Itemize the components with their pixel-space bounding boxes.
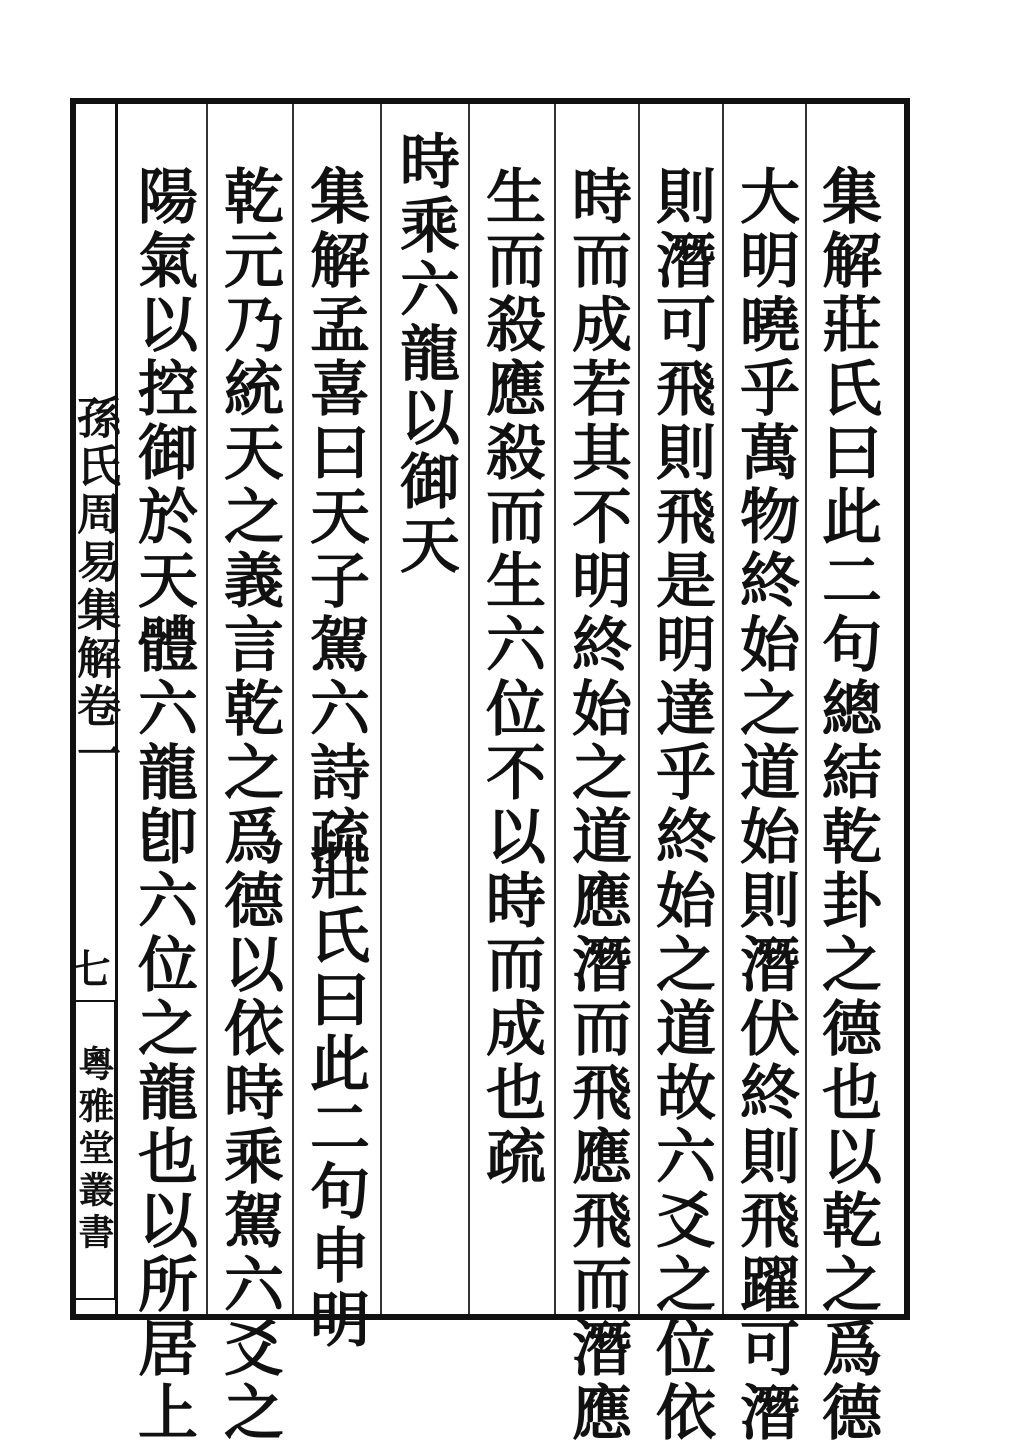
column-rule [468,104,470,1314]
banxin-folio: 七 [64,948,111,988]
imprint-cartouche: 粵雅堂叢書 [72,1000,116,1300]
column-rule [722,104,724,1314]
column-rule [554,104,556,1314]
text-column-7-continuation: 莊氏曰此二句申明 [300,840,370,1352]
column-rule [380,104,382,1314]
column-rule [638,104,640,1314]
text-column-9: 陽氣以控御於天體六龍卽六位之龍也以所居上 [128,165,198,1445]
text-column-2: 大明曉乎萬物終始之道始則潛伏終則飛躍可潛 [730,165,800,1445]
text-column-1: 集解莊氏曰此二句總結乾卦之德也以乾之爲德 [812,165,882,1445]
text-column-4: 時而成若其不明終始之道應潛而飛應飛而潛應 [562,165,632,1445]
column-rule [206,104,208,1314]
text-column-6-heading: 時乘六龍以御天 [390,130,460,578]
text-column-7: 集解孟喜曰天子駕六詩疏 [300,165,370,869]
column-rule [292,104,294,1314]
text-column-3: 則潛可飛則飛是明達乎終始之道故六爻之位依 [646,165,716,1445]
text-column-8: 乾元乃統天之義言乾之爲德以依時乘駕六爻之 [214,165,284,1445]
banxin-title: 孫氏周易集解卷一 [69,395,120,779]
column-rule [805,104,807,1314]
text-column-5: 生而殺應殺而生六位不以時而成也疏 [476,165,546,1189]
